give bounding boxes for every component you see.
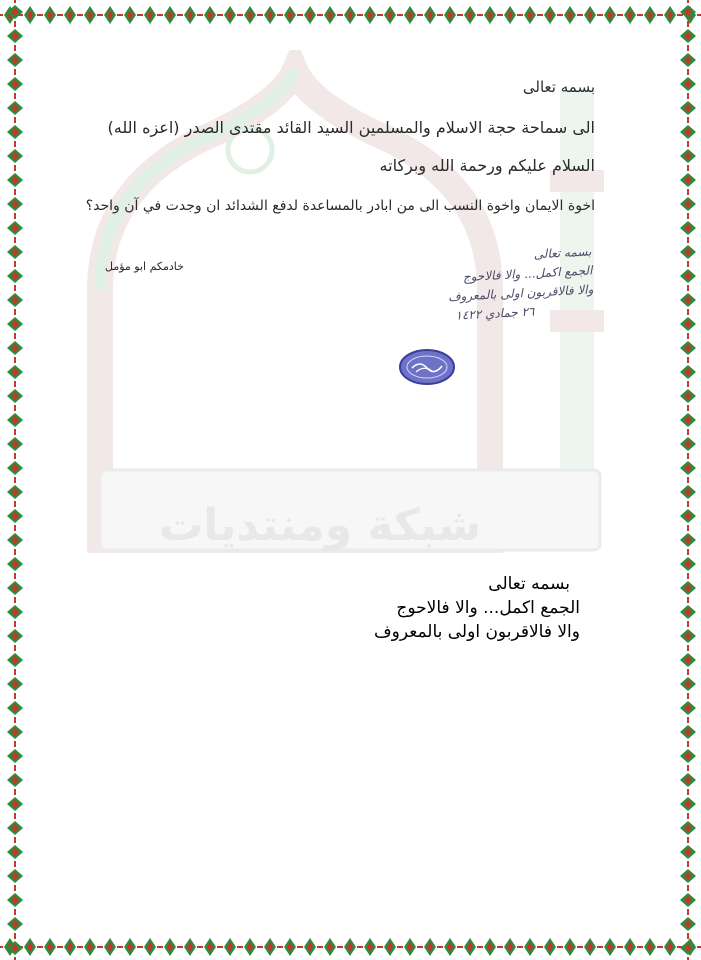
decorative-border-left (0, 0, 30, 960)
handwritten-line: بسمه تعالى (533, 244, 592, 262)
letter-recipient: الى سماحة حجة الاسلام والمسلمين السيد القائد مقتدى الصدر (اعزه الله) (107, 118, 595, 137)
transcription-line: الجمع اكمل... والا فالاحوج (396, 598, 580, 618)
handwritten-date: ٢٦ جمادي ١٤٢٢ (455, 304, 535, 323)
reply-transcription (300, 572, 580, 644)
official-seal-icon (398, 348, 456, 386)
decorative-border-top (0, 0, 701, 30)
decorative-border-right (673, 0, 701, 960)
handwritten-line: والا فالاقربون اولى بالمعروف (447, 282, 594, 304)
transcription-line: والا فالاقربون اولى بالمعروف (374, 622, 580, 642)
letter-basmala: بسمه تعالى (522, 78, 595, 96)
letter-signature: خادمكم ابو مؤمل (105, 260, 184, 273)
decorative-border-bottom (0, 932, 701, 960)
letter-greeting: السلام عليكم ورحمة الله وبركاته (379, 156, 595, 175)
handwritten-line: الجمع اكمل... والا فالاحوج (462, 263, 593, 285)
letter-question: اخوة الايمان واخوة النسب الى من ابادر بالمساعدة لدفع الشدائد ان وجدت في آن واحد؟ (85, 198, 595, 214)
handwritten-reply (376, 242, 595, 329)
transcription-line: بسمه تعالى (488, 574, 570, 594)
watermark-banner: شبكة ومنتديات (158, 500, 481, 551)
